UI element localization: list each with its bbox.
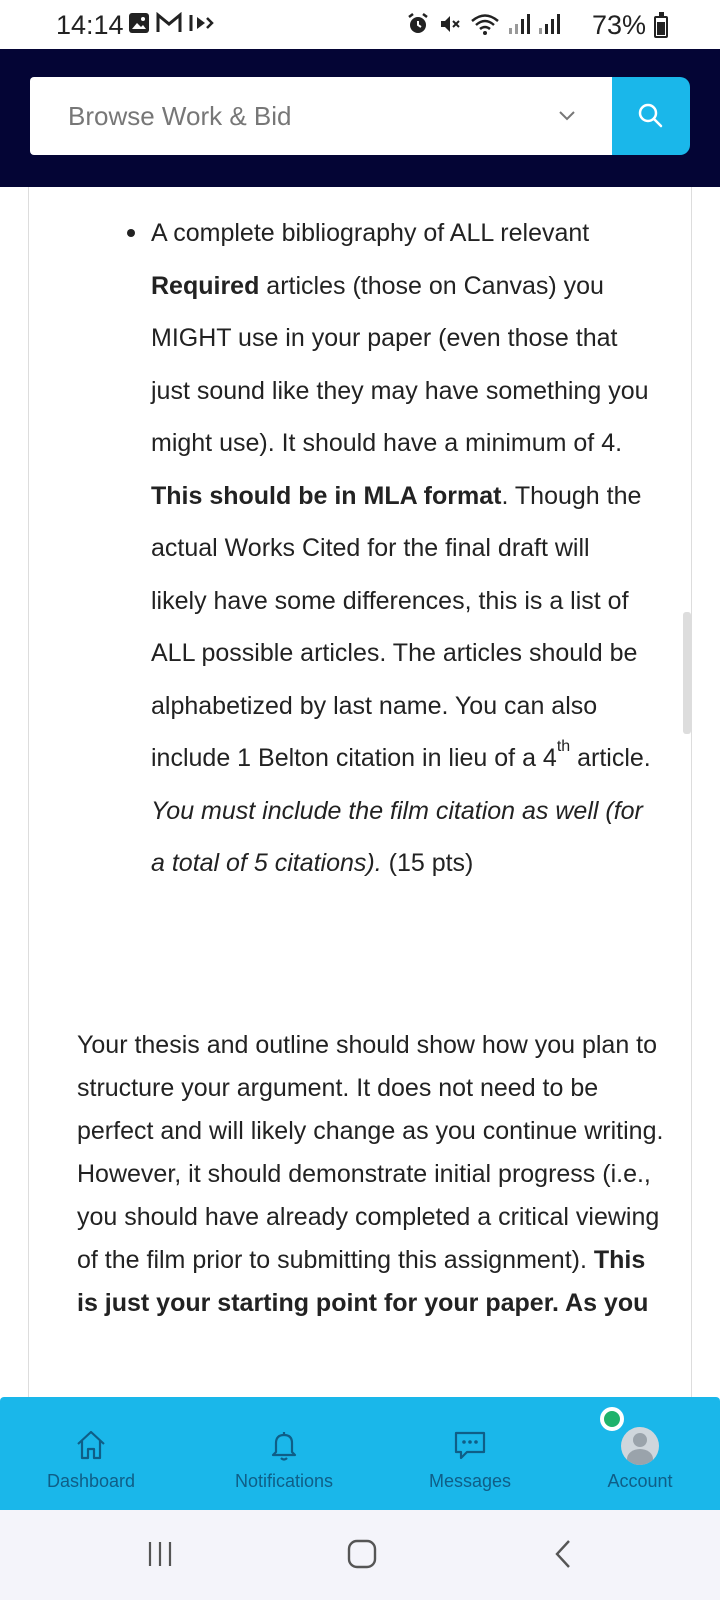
battery-icon (654, 16, 668, 38)
nav-notifications-label: Notifications (234, 1471, 334, 1491)
back-icon[interactable] (544, 1534, 584, 1574)
nav-account-label: Account (607, 1471, 673, 1491)
status-time: 14:14 (56, 10, 124, 40)
bottom-navigation (0, 1397, 720, 1510)
system-navigation-bar (0, 1510, 720, 1600)
chat-icon (452, 1427, 488, 1463)
chevron-down-icon (558, 107, 576, 125)
bullet-point (127, 229, 135, 237)
nav-dashboard[interactable] (30, 1397, 152, 1510)
wifi-icon (470, 12, 500, 36)
search-icon (636, 101, 666, 131)
signal-icon (538, 12, 560, 36)
signal-icon (508, 12, 530, 36)
home-button-icon[interactable] (342, 1534, 382, 1574)
thesis-paragraph: Your thesis and outline should show how you plan to structure your argument. It does not need to be perfect and will likely change as you continue writing. However, it should demonstrate initial progress (i.e., you should have already completed a critical viewing of the film prior to submitting this assignment). This is just your starting point for your paper. As you (77, 1031, 664, 1317)
gallery-icon (128, 12, 150, 34)
alarm-icon (406, 12, 430, 36)
nav-dashboard-label: Dashboard (46, 1471, 136, 1491)
online-status-indicator (600, 1407, 624, 1431)
cast-icon (188, 12, 214, 34)
bibliography-requirement: A complete bibliography of ALL relevant Required articles (those on Canvas) you MIGHT use in your paper (even those that just sound like they may have something you might use). It should have a minimum of 4. This should be in MLA format. Though the actual Works Cited for the final draft will likely have some differences, this is a list of ALL possible articles. The articles should be alphabetized by last name. You can also include 1 Belton citation in lieu of a 4th article. You must include the film citation as well (for a total of 5 citations). (15 pts) (151, 219, 651, 877)
nav-messages-label: Messages (428, 1471, 512, 1491)
status-bar (0, 0, 720, 50)
browse-dropdown-label: Browse Work & Bid (68, 101, 292, 131)
nav-messages[interactable] (412, 1397, 528, 1510)
scrollbar[interactable] (683, 612, 691, 734)
recents-icon[interactable] (140, 1534, 180, 1574)
nav-notifications[interactable] (214, 1397, 354, 1510)
search-button[interactable] (612, 77, 690, 155)
status-left-icons (128, 12, 214, 34)
battery-percentage: 73% (591, 10, 646, 40)
home-icon (73, 1427, 109, 1463)
header (0, 49, 720, 187)
avatar (621, 1427, 659, 1465)
bell-icon (266, 1427, 302, 1463)
gmail-icon (156, 12, 182, 34)
assignment-content (28, 187, 692, 1397)
status-right-icons (406, 12, 560, 36)
mute-icon (438, 12, 462, 36)
browse-dropdown[interactable] (30, 77, 612, 155)
